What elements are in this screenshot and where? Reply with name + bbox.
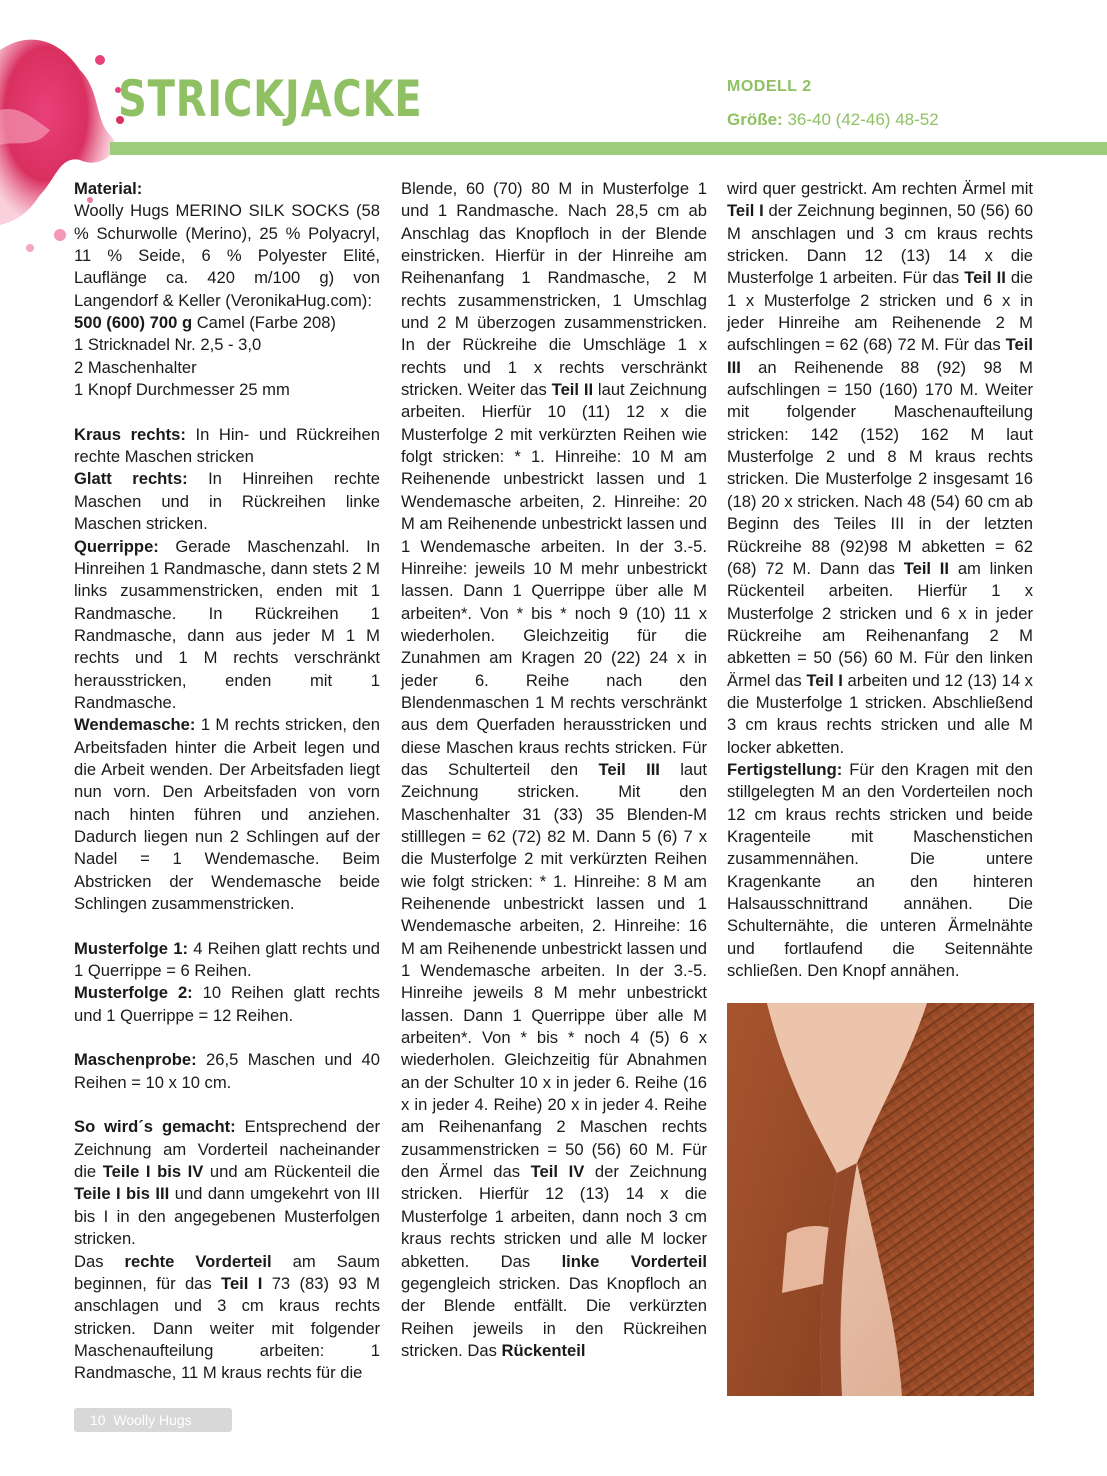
finishing-paragraph: Fertigstellung: Für den Kragen mit den stillgelegten M an den Vorderteilen noch 12 cm kraus rechts stricken und beide Kragenteile mit Maschenstichen zusammennähen. Die untere Kragenkante an den hinteren Halsausschnittrand annähen. Die Schulternähte, die unteren Ärmelnähte und fortlaufend die Seitennähte schließen. Den Knopf annähen. xyxy=(727,759,1033,981)
size-info xyxy=(727,110,939,130)
header-rule xyxy=(110,142,1107,155)
size-label: Größe: xyxy=(727,110,783,129)
column-1 xyxy=(74,178,380,1385)
kraus-paragraph: Kraus rechts: In Hin- und Rückreihen rechte Maschen stricken xyxy=(74,424,380,467)
column-3 xyxy=(727,178,1033,982)
page-title: STRICKJACKE xyxy=(118,70,423,128)
querrippe-paragraph: Querrippe: Gerade Maschenzahl. In Hinreihen 1 Randmasche, dann stets 2 M links zusammenstricken, enden mit 1 Randmasche. In Rückreihen 1 Randmasche, dann aus jeder M 1 M rechts und 1 M rechts verschränkt herausstricken, enden mit 1 Randmasche. xyxy=(74,536,380,712)
musterfolge2-paragraph: Musterfolge 2: 10 Reihen glatt rechts und 1 Querrippe = 12 Reihen. xyxy=(74,983,380,1025)
back-part-paragraph: wird quer gestrickt. Am rechten Ärmel mit Teil I der Zeichnung beginnen, 50 (56) 60 M anschlagen und 3 cm kraus rechts stricken. Dann 12 (13) 14 x die Musterfolge 1 arbeiten. Für das Teil II die 1 x Musterfolge 2 stricken und 6 x in jeder Hinreihe am Reihenende 2 M aufschlingen = 62 (68) 72 M. Für das Teil III an Reihenende 88 (92) 98 M aufschlingen = 150 (160) 170 M. Weiter mit folgender Maschenaufteilung stricken: 142 (152) 162 M laut Musterfolge 2 und 8 M kraus rechts stricken. Die Musterfolge 2 insgesamt 16 (18) 20 x stricken. Nach 48 (54) 60 cm ab Beginn des Teiles III in der letzten Rückreihe 88 (92)98 M abketten = 62 (68) 72 M. Dann das Teil II am linken Rückenteil arbeiten. Hierfür 1 x Musterfolge 2 stricken und 6 x in jeder Rückreihe am Reihenanfang 2 M abketten = 50 (56) 60 M. Für den linken Ärmel das Teil I arbeiten und 12 (13) 14 x die Musterfolge 1 stricken. Abschließend 3 cm kraus rechts stricken und alle M locker abketten. xyxy=(727,179,1033,757)
wendemasche-paragraph: Wendemasche: 1 M rechts stricken, den Arbeitsfaden hinter die Arbeit legen und die Arbeit wenden. Der Arbeitsfaden liegt nun vorn. Den Arbeitsfaden von vorn nach hinten führen und anziehen. Dadurch liegen nun 2 Schlingen auf der Nadel = 1 Wendemasche. Beim Abstricken der Wendemasche beide Schlingen zusammenstricken. xyxy=(74,715,380,913)
footer-brand: Woolly Hugs xyxy=(113,1412,192,1428)
column-2 xyxy=(401,178,707,1362)
glatt-paragraph: Glatt rechts: In Hinreihen rechte Maschen und in Rückreihen linke Maschen stricken. xyxy=(74,469,380,534)
column-2-text: Blende, 60 (70) 80 M in Musterfolge 1 und 1 Randmasche. Nach 28,5 cm ab Anschlag das Knopfloch in der Blende einstricken. Hierfür in der Hinreihe am Reihenanfang 1 Randmasche, 2 M rechts zusammenstricken, 1 Umschlag und 2 M überzogen zusammenstricken. In der Rückreihe die Umschläge 1 x rechts und 1 x rechts verschränkt stricken. Weiter das Teil II laut Zeichnung arbeiten. Hierfür 10 (11) 12 x die Musterfolge 2 mit verkürzten Reihen wie folgt stricken: * 1. Hinreihe: 10 M am Reihenende unbestrickt lassen und 1 Wendemasche arbeiten, 2. Hinreihe: 20 M am Reihenende unbestrickt lassen und 1 Wendemasche arbeiten. In der 3.-5. Hinreihe: jeweils 10 M mehr unbestrickt lassen. Dann 1 Querrippe über alle M arbeiten*. Von * bis * noch 9 (10) 11 x wiederholen. Gleichzeitig für die Zunahmen am Kragen 20 (22) 24 x in jeder 6. Reihe nach den Blendenmaschen 1 M rechts verschränkt aus dem Querfaden herausstricken und diese Maschen kraus rechts stricken. Für das Schulterteil den Teil III laut Zeichnung stricken. Mit den Maschenhalter 31 (33) 35 Blenden-M stilllegen = 62 (72) 82 M. Dann 5 (6) 7 x die Musterfolge 2 mit verkürzten Reihen wie folgt stricken: * 1. Hinreihe: 8 M am Reihenende unbestrickt lassen und 1 Wendemasche arbeiten, 2. Hinreihe: 16 M am Reihenende unbestrickt lassen und 1 Wendemasche arbeiten. In der 3.-5. Hinreihe jeweils 8 M mehr unbestrickt lassen. Dann 1 Querrippe über alle M arbeiten*. Von * bis * noch 4 (5) 6 x wiederholen. Gleichzeitig für Abnahmen an der Schulter 10 x in jeder 6. Reihe (16 x in jeder 4. Reihe) 20 x in jeder 4. Reihe am Reihenanfang 2 Maschen rechts zusammenstricken = 50 (56) 60 M. Für den Ärmel das Teil IV der Zeichnung stricken. Hierfür 12 (13) 14 x die Musterfolge 1 arbeiten, dann noch 3 cm kraus rechts stricken und alle M locker abketten. Das linke Vorderteil gegengleich stricken. Das Knopfloch an der Blende entfällt. Die verkürzten Reihen jeweils in den Rückreihen stricken. Das Rückenteil xyxy=(401,179,707,1360)
front-right-paragraph: Das rechte Vorderteil am Saum beginnen, für das Teil I 73 (83) 93 M anschlagen und 3 cm kraus rechts stricken. Dann weiter mit folgender Maschenaufteilung arbeiten: 1 Randmasche, 11 M kraus rechts für die xyxy=(74,1251,380,1383)
size-value: 36-40 (42-46) 48-52 xyxy=(787,110,939,129)
page-footer xyxy=(74,1408,232,1432)
page-number: 10 xyxy=(90,1412,106,1428)
cardigan-photo xyxy=(727,1003,1034,1396)
instructions-paragraph: So wird´s gemacht: Entsprechend der Zeichnung am Vorderteil nacheinander die Teile I bis IV und am Rückenteil die Teile I bis III und dann umgekehrt von III bis I in den angegebenen Musterfolgen stricken. xyxy=(74,1117,380,1249)
model-label: MODELL 2 xyxy=(727,78,812,95)
material-section: Material: Woolly Hugs MERINO SILK SOCKS (58 % Schurwolle (Merino), 25 % Polyacryl, 11 % Seide, 6 % Polyester Elité, Lauflänge ca. 420 m/100 g) von Langendorf & Keller (VeronikaHug.com): 500 (600) 700 g Camel (Farbe 208) 1 Stricknadel Nr. 2,5 - 3,0 2 Maschenhalter 1 Knopf Durchmesser 25 mm xyxy=(74,179,380,400)
musterfolge1-paragraph: Musterfolge 1: 4 Reihen glatt rechts und 1 Querrippe = 6 Reihen. xyxy=(74,938,380,981)
maschenprobe-paragraph: Maschenprobe: 26,5 Maschen und 40 Reihen = 10 x 10 cm. xyxy=(74,1050,380,1092)
